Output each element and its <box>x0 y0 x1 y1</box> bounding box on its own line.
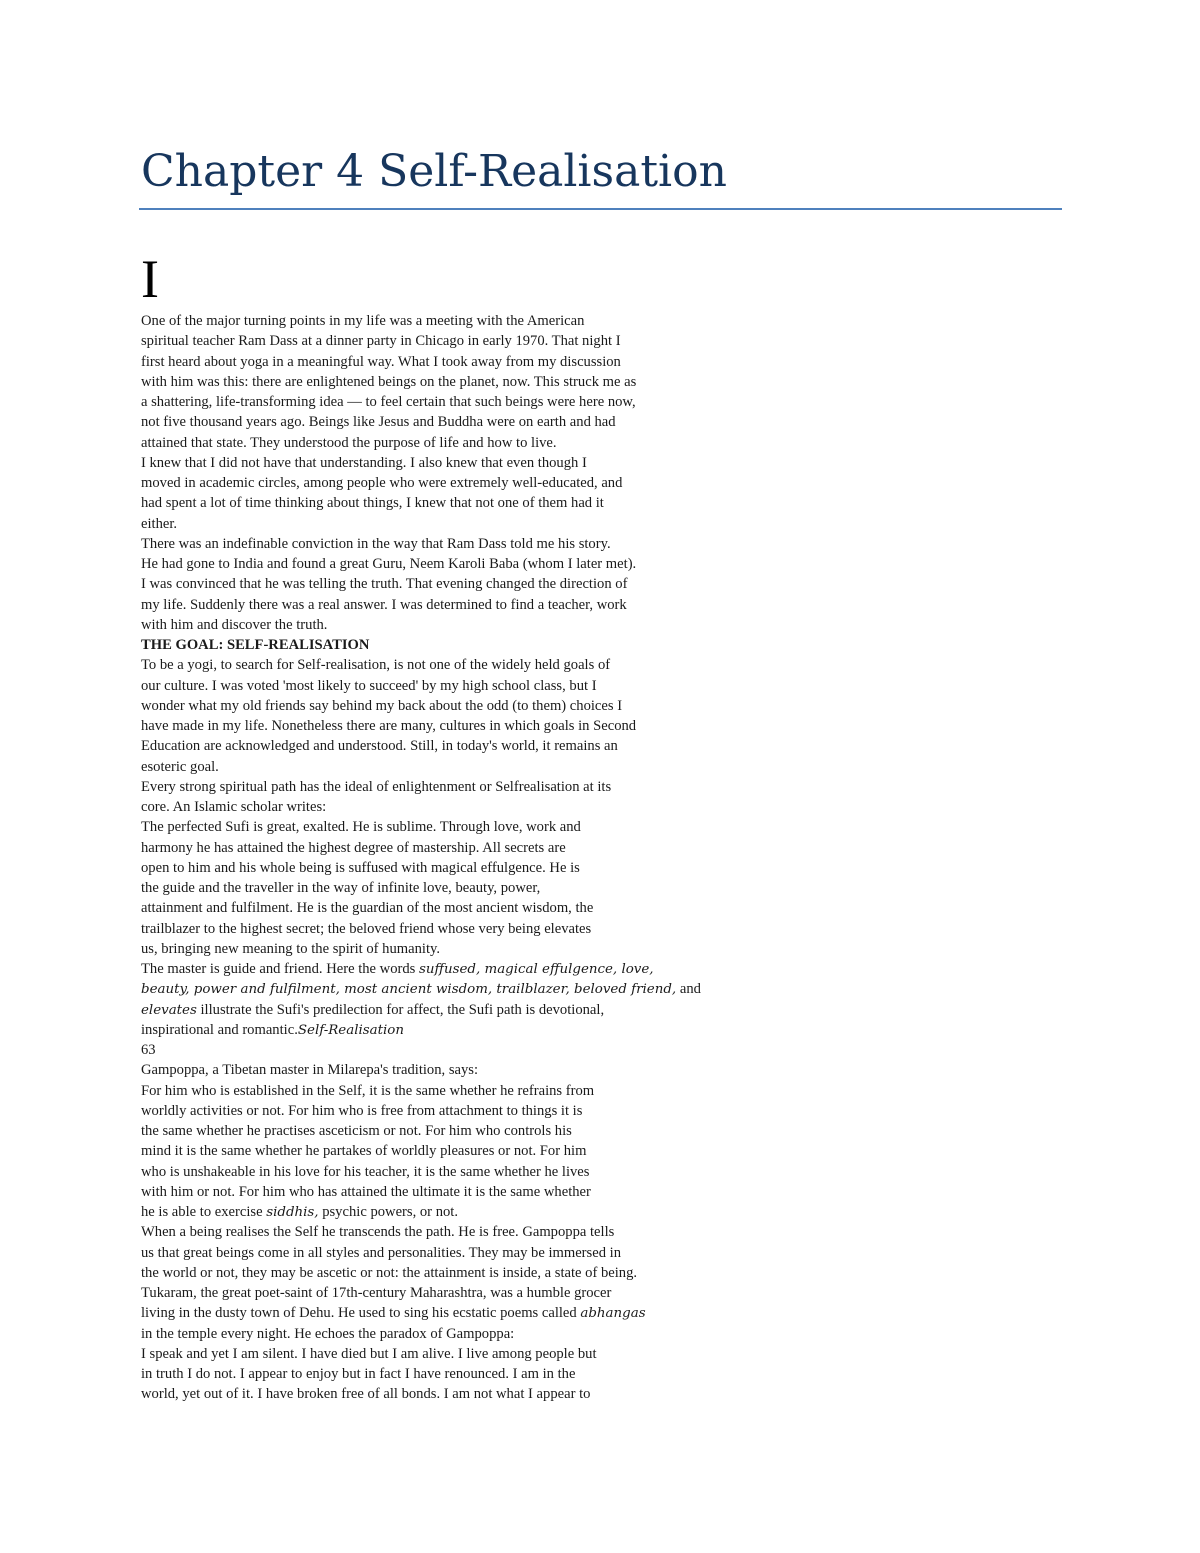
text-line: He had gone to India and found a great Guru, Neem Karoli Baba (whom I later met). <box>141 556 637 572</box>
quote-line: in truth I do not. I appear to enjoy but in fact I have renounced. I am in the <box>141 1366 576 1382</box>
text-line: There was an indefinable conviction in the way that Ram Dass told me his story. <box>141 535 611 552</box>
quote-line: For him who is established in the Self, it is the same whether he refrains from <box>141 1082 595 1099</box>
text-line: have made in my life. Nonetheless there are many, cultures in which goals in Second <box>141 718 637 734</box>
drop-cap: I <box>141 249 159 309</box>
line-text: illustrate the Sufi's predilection for affect, the Sufi path is devotional, <box>196 1001 605 1018</box>
line-text: living in the dusty town of Dehu. He used to sing his ecstatic poems called <box>141 1305 581 1322</box>
text-line: our culture. I was voted 'most likely to succeed' by my high school class, but I <box>141 677 597 694</box>
text-line: first heard about yoga in a meaningful way. What I took away from my discussion <box>141 353 621 370</box>
quote-line: attainment and fulfilment. He is the guardian of the most ancient wisdom, the <box>141 900 594 917</box>
quote-line: mind it is the same whether he partakes of worldly pleasures or not. For him <box>141 1143 587 1160</box>
text-line: esoteric goal. <box>141 758 219 775</box>
section-heading: THE GOAL: SELF-REALISATION <box>141 637 370 653</box>
line-text: inspirational and romantic. <box>141 1021 298 1038</box>
text-line: Education are acknowledged and understood. Still, in today's world, it remains an <box>141 738 618 755</box>
title-underline-rule <box>139 208 1062 210</box>
text-line: had spent a lot of time thinking about things, I knew that not one of them had it <box>141 495 604 512</box>
text-line: Gampoppa, a Tibetan master in Milarepa's tradition, says: <box>141 1062 479 1079</box>
text-line: attained that state. They understood the purpose of life and how to live. <box>141 434 557 451</box>
text-line: the world or not, they may be ascetic or not: the attainment is inside, a state of being. <box>141 1264 638 1281</box>
quote-line: trailblazer to the highest secret; the beloved friend whose very being elevates <box>141 920 592 937</box>
text-line: with him was this: there are enlightened beings on the planet, now. This struck me as <box>141 373 637 390</box>
text-line: in the temple every night. He echoes the paradox of Gampoppa: <box>141 1325 515 1342</box>
text-line: wonder what my old friends say behind my back about the odd (to them) choices I <box>141 697 623 714</box>
italic-text: siddhis, <box>266 1205 319 1220</box>
text-line: my life. Suddenly there was a real answer. I was determined to find a teacher, work <box>141 596 627 613</box>
quote-line: the guide and the traveller in the way of infinite love, beauty, power, <box>141 880 541 896</box>
quote-line: the same whether he practises asceticism or not. For him who controls his <box>141 1123 572 1139</box>
mixed-line <box>141 1303 781 1323</box>
text-line: with him and discover the truth. <box>141 616 328 633</box>
italic-text: suffused, magical effulgence, love, <box>419 962 654 977</box>
text-line: I knew that I did not have that understanding. I also knew that even though I <box>141 454 587 471</box>
page-number: 63 <box>141 1042 156 1058</box>
chapter-title: Chapter 4 Self-Realisation <box>141 146 727 197</box>
line-text: he is able to exercise <box>141 1204 267 1220</box>
running-header: Self-Realisation <box>297 1022 404 1038</box>
italic-text: elevates <box>141 1002 197 1018</box>
mixed-line <box>141 1000 781 1020</box>
quote-line: with him or not. For him who has attained the ultimate it is the same whether <box>141 1183 591 1200</box>
line-text: and <box>676 981 701 998</box>
text-line: Every strong spiritual path has the ideal of enlightenment or Selfrealisation at its <box>141 778 612 795</box>
text-line: spiritual teacher Ram Dass at a dinner party in Chicago in early 1970. That night I <box>141 333 621 350</box>
text-line: To be a yogi, to search for Self-realisation, is not one of the widely held goals of <box>141 657 611 674</box>
quote-line: world, yet out of it. I have broken free of all bonds. I am not what I appear to <box>141 1386 591 1403</box>
italic-text: abhangas <box>580 1306 646 1322</box>
mixed-line <box>141 959 781 979</box>
quote-line: I speak and yet I am silent. I have died but I am alive. I live among people but <box>141 1345 597 1362</box>
mixed-line <box>141 979 781 999</box>
quote-line: open to him and his whole being is suffused with magical effulgence. He is <box>141 859 580 876</box>
text-line: Tukaram, the great poet-saint of 17th-century Maharashtra, was a humble grocer <box>141 1285 612 1301</box>
text-line: When a being realises the Self he transcends the path. He is free. Gampoppa tells <box>141 1224 615 1241</box>
mixed-line <box>141 1020 781 1040</box>
line-text: The master is guide and friend. Here the words <box>141 961 420 977</box>
quote-line: The perfected Sufi is great, exalted. He is sublime. Through love, work and <box>141 819 581 836</box>
italic-text: beauty, power and fulfilment, most ancient wisdom, trailblazer, beloved friend, <box>141 982 677 998</box>
quote-line: who is unshakeable in his love for his teacher, it is the same whether he lives <box>141 1163 590 1180</box>
text-line: us that great beings come in all styles and personalities. They may be immersed in <box>141 1244 621 1261</box>
quote-line: worldly activities or not. For him who is free from attachment to things it is <box>141 1102 583 1119</box>
text-line: moved in academic circles, among people who were extremely well-educated, and <box>141 475 623 491</box>
text-line: One of the major turning points in my life was a meeting with the American <box>141 313 585 329</box>
text-line: a shattering, life-transforming idea — to feel certain that such beings were here now, <box>141 394 636 410</box>
line-text: psychic powers, or not. <box>318 1204 458 1220</box>
quote-line: us, bringing new meaning to the spirit of humanity. <box>141 940 440 957</box>
text-line: core. An Islamic scholar writes: <box>141 799 327 815</box>
text-line: not five thousand years ago. Beings like Jesus and Buddha were on earth and had <box>141 414 616 431</box>
mixed-line <box>141 1202 781 1222</box>
quote-line: harmony he has attained the highest degree of mastership. All secrets are <box>141 839 566 856</box>
text-line: I was convinced that he was telling the truth. That evening changed the direction of <box>141 576 628 593</box>
chapter-body <box>141 311 781 1405</box>
text-line: either. <box>141 515 178 532</box>
